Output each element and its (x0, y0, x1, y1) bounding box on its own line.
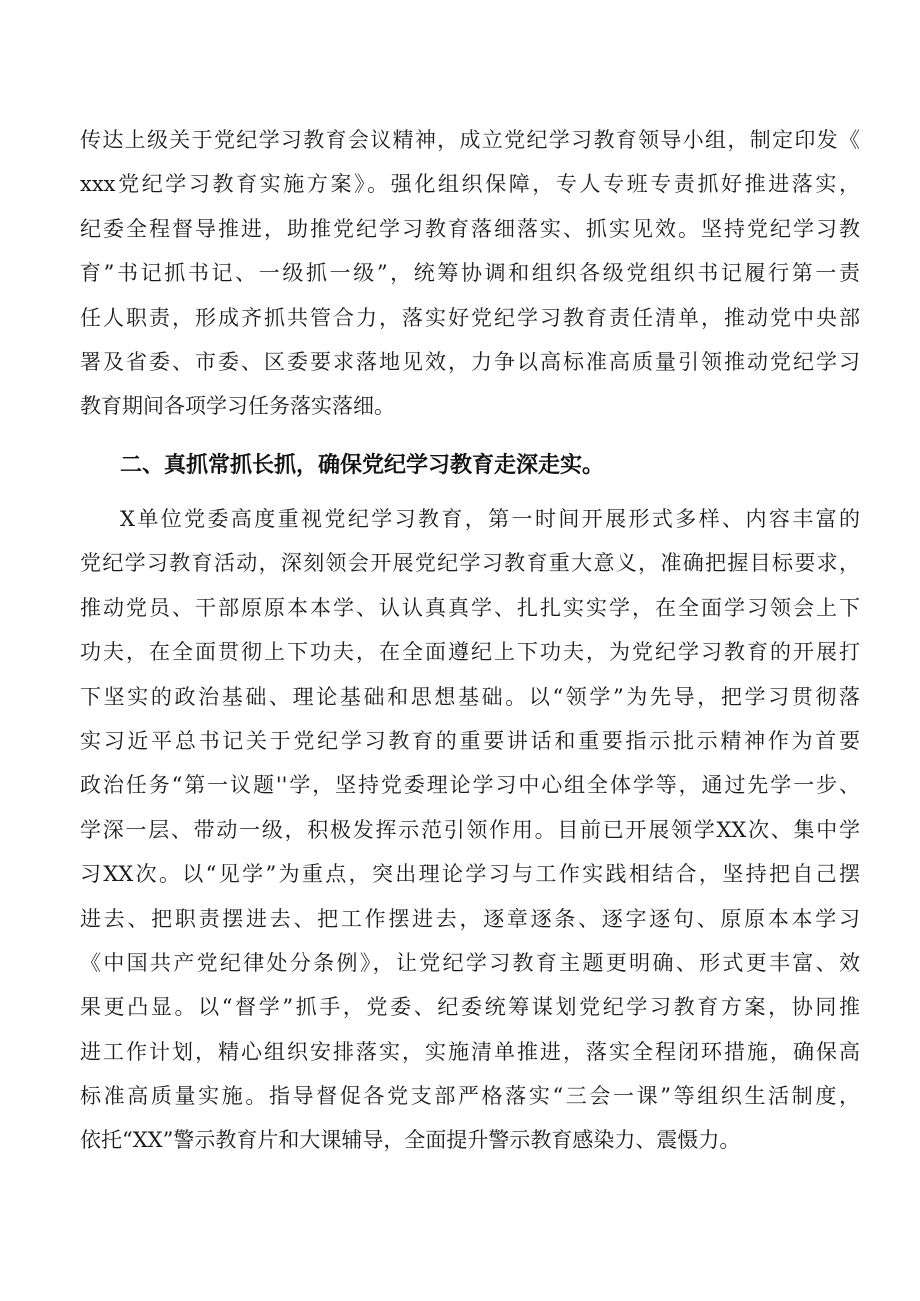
text-line: 纪委全程督导推进，助推党纪学习教育落细落实、抓实见效。坚持党纪学习教 (80, 216, 860, 241)
text-line: 党纪学习教育活动，深刻领会开展党纪学习教育重大意义，准确把握目标要求， (80, 551, 860, 576)
text-line: 习XX次。以“见学”为重点，突出理论学习与工作实践相结合，坚持把自己摆 (80, 862, 860, 887)
text-line: 教育期间各项学习任务落实落细。 (80, 394, 395, 419)
text-line: 实习近平总书记关于党纪学习教育的重要讲话和重要指示批示精神作为首要 (80, 728, 860, 753)
text-line: 功夫，在全面贯彻上下功夫，在全面遵纪上下功夫，为党纪学习教育的开展打 (80, 640, 860, 665)
paragraph-section-1 (80, 118, 860, 429)
text-line: 依托“XX”警示教育片和大课辅导，全面提升警示教育感染力、震慑力。 (80, 1128, 741, 1153)
text-line: 推动党员、干部原原本本学、认认真真学、扎扎实实学，在全面学习领会上下 (80, 595, 860, 620)
text-line: X单位党委高度重视党纪学习教育，第一时间开展形式多样、内容丰富的 (120, 507, 860, 531)
text-line: 任人职责，形成齐抓共管合力，落实好党纪学习教育责任清单，推动党中央部 (80, 305, 860, 330)
text-line: 传达上级关于党纪学习教育会议精神，成立党纪学习教育领导小组，制定印发《 (80, 128, 860, 152)
text-line: 署及省委、市委、区委要求落地见效，力争以高标准高质量引领推动党纪学习 (80, 349, 860, 374)
section-heading: 二、真抓常抓长抓，确保党纪学习教育走深走实。 (120, 453, 605, 478)
text-line: 政治任务“第一议题''学，坚持党委理论学习中心组全体学等，通过先学一步、 (80, 773, 860, 798)
text-line: 下坚实的政治基础、理论基础和思想基础。以“领学”为先导，把学习贯彻落 (80, 684, 860, 709)
text-line: 育”书记抓书记、一级抓一级”，统筹协调和组织各级党组织书记履行第一责 (80, 261, 860, 286)
text-line: xxx党纪学习教育实施方案》。强化组织保障，专人专班专责抓好推进落实， (80, 172, 860, 197)
text-line: 学深一层、带动一级，积极发挥示范引领作用。目前已开展领学XX次、集中学 (80, 817, 860, 842)
text-line: 标准高质量实施。指导督促各党支部严格落实“三会一课”等组织生活制度， (80, 1084, 860, 1109)
text-line: 《中国共产党纪律处分条例》，让党纪学习教育主题更明确、形式更丰富、效 (80, 950, 860, 975)
paragraph-section-2 (80, 497, 860, 1163)
text-line: 进工作计划，精心组织安排落实，实施清单推进，落实全程闭环措施，确保高 (80, 1039, 860, 1064)
text-line: 进去、把职责摆进去、把工作摆进去，逐章逐条、逐字逐句、原原本本学习 (80, 906, 860, 931)
text-line: 果更凸显。以“督学”抓手，党委、纪委统筹谋划党纪学习教育方案，协同推 (80, 995, 860, 1020)
